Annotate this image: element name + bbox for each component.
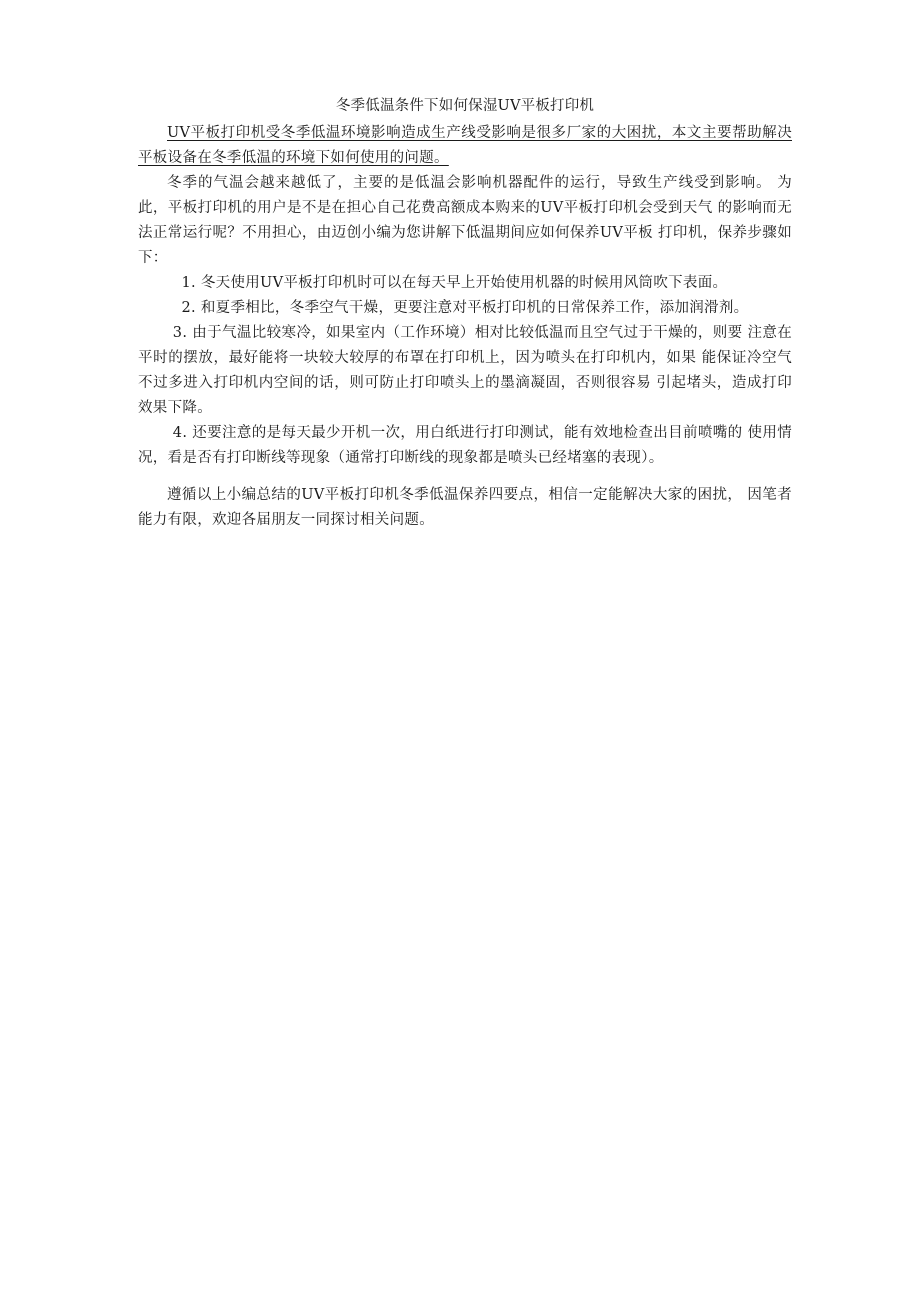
step-item-2: 2. 和夏季相比，冬季空气干燥，更要注意对平板打印机的日常保养工作，添加润滑剂。	[181, 300, 749, 316]
conclusion-paragraph: 遵循以上小编总结的UV平板打印机冬季低温保养四要点，相信一定能解决大家的困扰， 因笔者能力有限，欢迎各届朋友一同探讨相关问题。	[138, 487, 792, 528]
step-item-4: 4. 还要注意的是每天最少开机一次，用白纸进行打印测试，能有效地检查出目前喷嘴的 使用情况，看是否有打印断线等现象（通常打印断线的现象都是喷头已经堵塞的表现）。	[138, 425, 792, 466]
intro-paragraph: UV平板打印机受冬季低温环境影响造成生产线受影响是很多厂家的大困扰，本文主要帮助解决平板设备在冬季低温的环境下如何使用的问题。	[138, 125, 792, 166]
document-title: 冬季低温条件下如何保湿UV平板打印机	[335, 98, 595, 114]
body-paragraph: 冬季的气温会越来越低了，主要的是低温会影响机器配件的运行，导致生产线受到影响。 为此，平板打印机的用户是不是在担心自己花费高额成本购来的UV平板打印机会受到天气 的影响而无法正常运行呢？不用担心，由迈创小编为您讲解下低温期间应如何保养UV平板 打印机，保养步骤如下：	[138, 175, 792, 266]
step-item-1: 1. 冬天使用UV平板打印机时可以在每天早上开始使用机器的时候用风筒吹下表面。	[181, 275, 728, 291]
document-body	[138, 94, 792, 533]
step-item-3: 3. 由于气温比较寒冷，如果室内（工作环境）相对比较低温而且空气过于干燥的，则要 注意在平时的摆放，最好能将一块较大较厚的布罩在打印机上，因为喷头在打印机内，如果 能保证冷空气不过多进入打印机内空间的话，则可防止打印喷头上的墨滴凝固，否则很容易 引起堵头，造成打印效果下降。	[138, 325, 792, 416]
